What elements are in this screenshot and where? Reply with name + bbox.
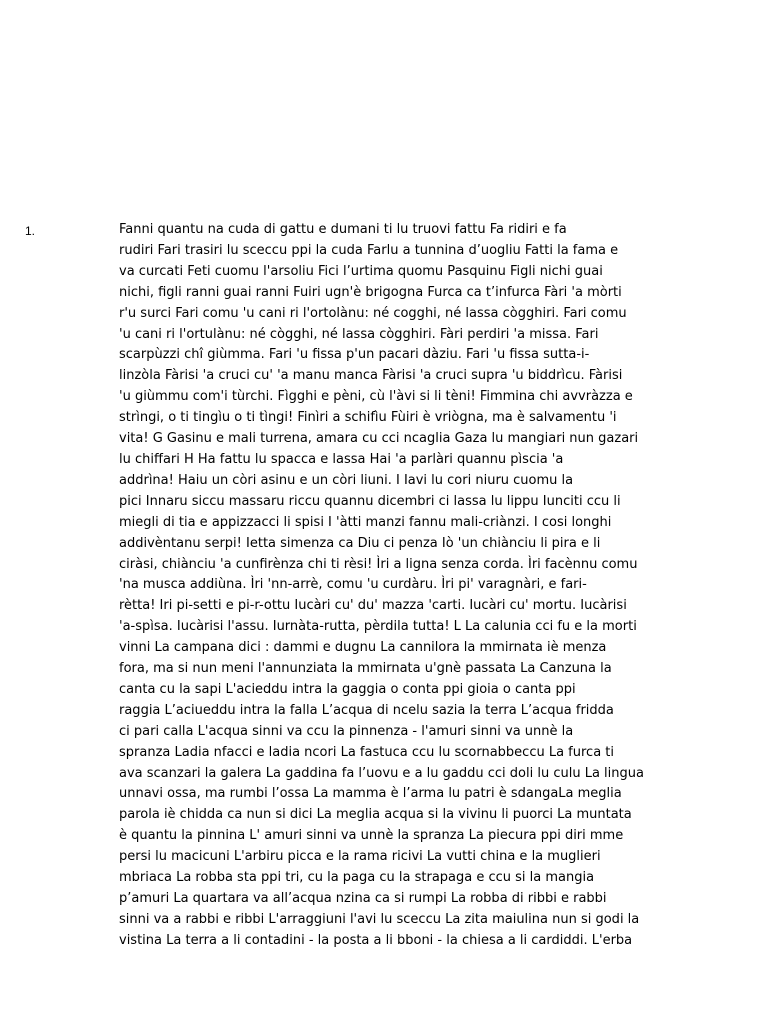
text-line: rètta! Iri pi-setti e pi-r-ottu Iucàri cu' du' mazza 'carti. Iucàri cu' mortu. Iucàrisi — [119, 598, 627, 614]
text-line: rudiri Fari trasiri lu sceccu ppi la cuda Farlu a tunnina d’uogliu Fatti la fama e — [119, 242, 619, 258]
text-line: raggia L’aciueddu intra la falla L’acqua di ncelu sazia la terra L’acqua fridda — [119, 702, 614, 718]
text-line: vinni La campana dici : dammi e dugnu La cannilora la mmirnata iè menza — [119, 640, 607, 656]
text-line: fora, ma si nun meni l'annunziata la mmirnata u'gnè passata La Canzuna la — [119, 661, 612, 677]
text-line: 'u giùmmu com'i tùrchi. Fìgghi e pèni, cù l'àvi si li tèni! Fimmina chi avvràzza e — [119, 389, 633, 405]
text-line: r'u surci Fari comu 'u cani ri l'ortolànu: né cogghi, né lassa cògghiri. Fari comu — [119, 305, 627, 321]
text-line: miegli di tia e appizzacci li spisi I 'àtti manzi fannu mali-criànzi. I cosi longhi — [119, 514, 612, 530]
text-line: va curcati Feti cuomu l'arsoliu Fici l’urtima quomu Pasquinu Figli nichi guai — [119, 263, 603, 279]
text-line: addivèntanu serpi! Ietta simenza ca Diu ci penza Iò 'un chiànciu li pira e li — [119, 535, 601, 551]
text-line: nichi, figli ranni guai ranni Fuiri ugn'è brigogna Furca ca t’infurca Fàri 'a mòrti — [119, 284, 622, 300]
text-line: è quantu la pinnina L' amuri sinni va unnè la spranza La piecura ppi diri mme — [119, 828, 624, 844]
text-line: addrìna! Haiu un còri asinu e un còri liuni. I Iavi lu cori niuru cuomu la — [119, 472, 574, 488]
text-line: parola iè chidda ca nun si dici La meglia acqua si la vivinu li puorci La muntata — [119, 807, 632, 823]
text-line: pici Innaru siccu massaru riccu quannu dicembri ci lassa lu lippu Iunciti ccu li — [119, 493, 621, 509]
text-line: ci pari calla L'acqua sinni va ccu la pinnenza - l'amuri sinni va unnè la — [119, 723, 574, 739]
text-line: scarpùzzi chî giùmma. Fari 'u fissa p'un pacari dàziu. Fari 'u fissa sutta-i- — [119, 347, 590, 363]
text-line: ava scanzari la galera La gaddina fa l’uovu e a lu gaddu cci doli lu culu La lingua — [119, 765, 644, 781]
text-line: 'a-spìsa. Iucàrisi l'assu. Iurnàta-rutta, pèrdila tutta! L La calunia cci fu e la morti — [119, 619, 637, 635]
text-line: vita! G Gasinu e mali turrena, amara cu cci ncaglia Gaza lu mangiari nun gazari — [119, 431, 639, 447]
text-line: ciràsi, chiànciu 'a cunfirènza chi ti rèsi! Ìri a ligna senza corda. Ìri facènnu comu — [119, 556, 638, 572]
text-line: strìngi, o ti tingìu o ti tìngi! Finìri a schifìu Fùiri è vriògna, ma è salvamentu 'i — [119, 410, 617, 426]
text-line: p’amuri La quartara va all’acqua nzina ca si rumpi La robba di ribbi e rabbi — [119, 891, 607, 906]
text-line: lu chiffari H Ha fattu lu spacca e lassa Hai 'a parlàri quannu pìscia 'a — [119, 451, 564, 467]
text-line: 'u cani ri l'ortulànu: né cògghi, né lassa cògghiri. Fàri perdiri 'a missa. Fari — [119, 326, 599, 342]
text-line: persi lu macicuni L'arbiru picca e la rama ricivi La vutti china e la muglieri — [119, 849, 601, 865]
text-line: linzòla Fàrisi 'a cruci cu' 'a manu manca Fàrisi 'a cruci supra 'u biddrìcu. Fàrisi — [119, 368, 623, 384]
text-line: unnavi ossa, ma rumbi l’ossa La mamma è l’arma lu patri è sdangaLa meglia — [119, 786, 622, 802]
proverb-paragraph — [119, 220, 701, 952]
text-line: mbriaca La robba sta ppi tri, cu la paga cu la strapaga e ccu si la mangia — [119, 870, 595, 886]
text-line: 'na musca addiùna. Ìri 'nn-arrè, comu 'u curdàru. Ìri pi' varagnàri, e fari- — [119, 577, 587, 593]
text-line: Fanni quantu na cuda di gattu e dumani ti lu truovi fattu Fa ridiri e fa — [119, 222, 567, 237]
list-marker: 1. — [25, 224, 36, 238]
text-line: sinni va a rabbi e ribbi L'arraggiuni l'avi lu sceccu La zita maiulina nun si godi la — [119, 911, 640, 927]
text-line: spranza Ladia nfacci e ladia ncori La fastuca ccu lu scornabbeccu La furca ti — [119, 744, 615, 760]
text-line: vistina La terra a li contadini - la posta a li bboni - la chiesa a li cardiddi. L'erba — [119, 932, 633, 948]
text-line: canta cu la sapi L'acieddu intra la gaggia o conta ppi gioia o canta ppi — [119, 681, 576, 697]
